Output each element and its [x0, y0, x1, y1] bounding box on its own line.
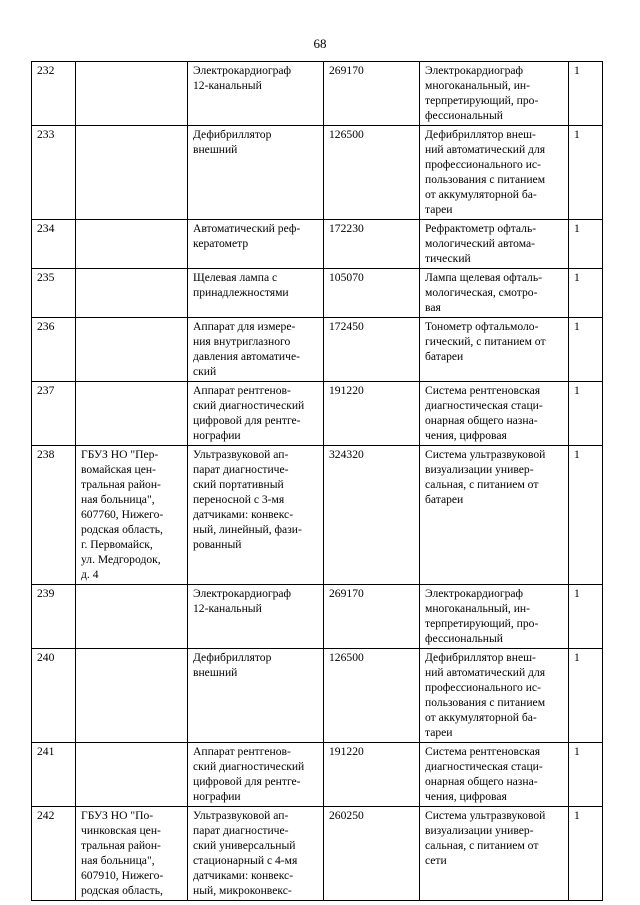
organization: ГБУЗ НО "Пер- вомайская цен- тральная район- ная больница", 607760, Нижего- родская область, г. Первомайск, ул. Медгородок, д. 4: [76, 446, 188, 585]
quantity: 1: [569, 807, 603, 901]
equipment-name: Электрокардиограф 12-канальный: [188, 62, 324, 126]
row-number: 242: [32, 807, 76, 901]
equipment-type: Тонометр офтальмоло- гический, с питанием от батареи: [420, 318, 569, 382]
row-number: 232: [32, 62, 76, 126]
table-row: [32, 269, 603, 318]
equipment-name: Аппарат для измере- ния внутриглазного давления автоматиче- ский: [188, 318, 324, 382]
equipment-type: Система ультразвуковой визуализации универ- сальная, с питанием от сети: [420, 807, 569, 901]
quantity: 1: [569, 382, 603, 446]
table-row: [32, 446, 603, 585]
equipment-type: Лампа щелевая офталь- мологическая, смотро- вая: [420, 269, 569, 318]
quantity: 1: [569, 585, 603, 649]
quantity: 1: [569, 126, 603, 220]
organization: [76, 743, 188, 807]
row-number: 238: [32, 446, 76, 585]
table-row: [32, 649, 603, 743]
equipment-name: Дефибриллятор внешний: [188, 126, 324, 220]
classification-code: 126500: [324, 126, 420, 220]
organization: [76, 269, 188, 318]
row-number: 233: [32, 126, 76, 220]
equipment-table: [31, 61, 603, 901]
page-number: 68: [313, 36, 327, 51]
table-row: [32, 807, 603, 901]
classification-code: 126500: [324, 649, 420, 743]
organization: [76, 220, 188, 269]
classification-code: 105070: [324, 269, 420, 318]
equipment-type: Система ультразвуковой визуализации универ- сальная, с питанием от батареи: [420, 446, 569, 585]
organization: [76, 649, 188, 743]
classification-code: 269170: [324, 585, 420, 649]
organization: [76, 585, 188, 649]
equipment-type: Электрокардиограф многоканальный, ин- терпретирующий, про- фессиональный: [420, 585, 569, 649]
equipment-type: Дефибриллятор внеш- ний автоматический для профессионального ис- пользования с питанием от аккумуляторной ба- тареи: [420, 649, 569, 743]
equipment-name: Аппарат рентгенов- ский диагностический цифровой для рентге- нографии: [188, 743, 324, 807]
row-number: 240: [32, 649, 76, 743]
table-row: [32, 382, 603, 446]
quantity: 1: [569, 62, 603, 126]
equipment-name: Аппарат рентгенов- ский диагностический цифровой для рентге- нографии: [188, 382, 324, 446]
row-number: 239: [32, 585, 76, 649]
equipment-name: Щелевая лампа с принадлежностями: [188, 269, 324, 318]
classification-code: 172230: [324, 220, 420, 269]
organization: ГБУЗ НО "По- чинковская цен- тральная район- ная больница", 607910, Нижего- родская область,: [76, 807, 188, 901]
quantity: 1: [569, 649, 603, 743]
organization: [76, 382, 188, 446]
equipment-name: Дефибриллятор внешний: [188, 649, 324, 743]
table-row: [32, 62, 603, 126]
equipment-name: Автоматический реф- кератометр: [188, 220, 324, 269]
equipment-type: Система рентгеновская диагностическая стаци- онарная общего назна- чения, цифровая: [420, 743, 569, 807]
table-row: [32, 220, 603, 269]
classification-code: 191220: [324, 382, 420, 446]
equipment-name: Ультразвуковой ап- парат диагностиче- ский универсальный стационарный с 4-мя датчиками: конвекс- ный, микроконвекс-: [188, 807, 324, 901]
organization: [76, 126, 188, 220]
quantity: 1: [569, 269, 603, 318]
equipment-name: Ультразвуковой ап- парат диагностиче- ский портативный переносной с 3-мя датчиками: конвекс- ный, линейный, фази- рованный: [188, 446, 324, 585]
equipment-type: Система рентгеновская диагностическая стаци- онарная общего назна- чения, цифровая: [420, 382, 569, 446]
classification-code: 324320: [324, 446, 420, 585]
table-row: [32, 585, 603, 649]
quantity: 1: [569, 446, 603, 585]
classification-code: 172450: [324, 318, 420, 382]
classification-code: 269170: [324, 62, 420, 126]
row-number: 234: [32, 220, 76, 269]
organization: [76, 62, 188, 126]
equipment-name: Электрокардиограф 12-канальный: [188, 585, 324, 649]
equipment-type: Рефрактометр офталь- мологический автома- тический: [420, 220, 569, 269]
row-number: 236: [32, 318, 76, 382]
row-number: 241: [32, 743, 76, 807]
equipment-type: Дефибриллятор внеш- ний автоматический для профессионального ис- пользования с питанием от аккумуляторной ба- тареи: [420, 126, 569, 220]
row-number: 235: [32, 269, 76, 318]
table-row: [32, 318, 603, 382]
quantity: 1: [569, 743, 603, 807]
classification-code: 191220: [324, 743, 420, 807]
organization: [76, 318, 188, 382]
table-row: [32, 743, 603, 807]
table-row: [32, 126, 603, 220]
equipment-type: Электрокардиограф многоканальный, ин- терпретирующий, про- фессиональный: [420, 62, 569, 126]
equipment-table-body: [32, 62, 603, 901]
quantity: 1: [569, 220, 603, 269]
row-number: 237: [32, 382, 76, 446]
quantity: 1: [569, 318, 603, 382]
classification-code: 260250: [324, 807, 420, 901]
